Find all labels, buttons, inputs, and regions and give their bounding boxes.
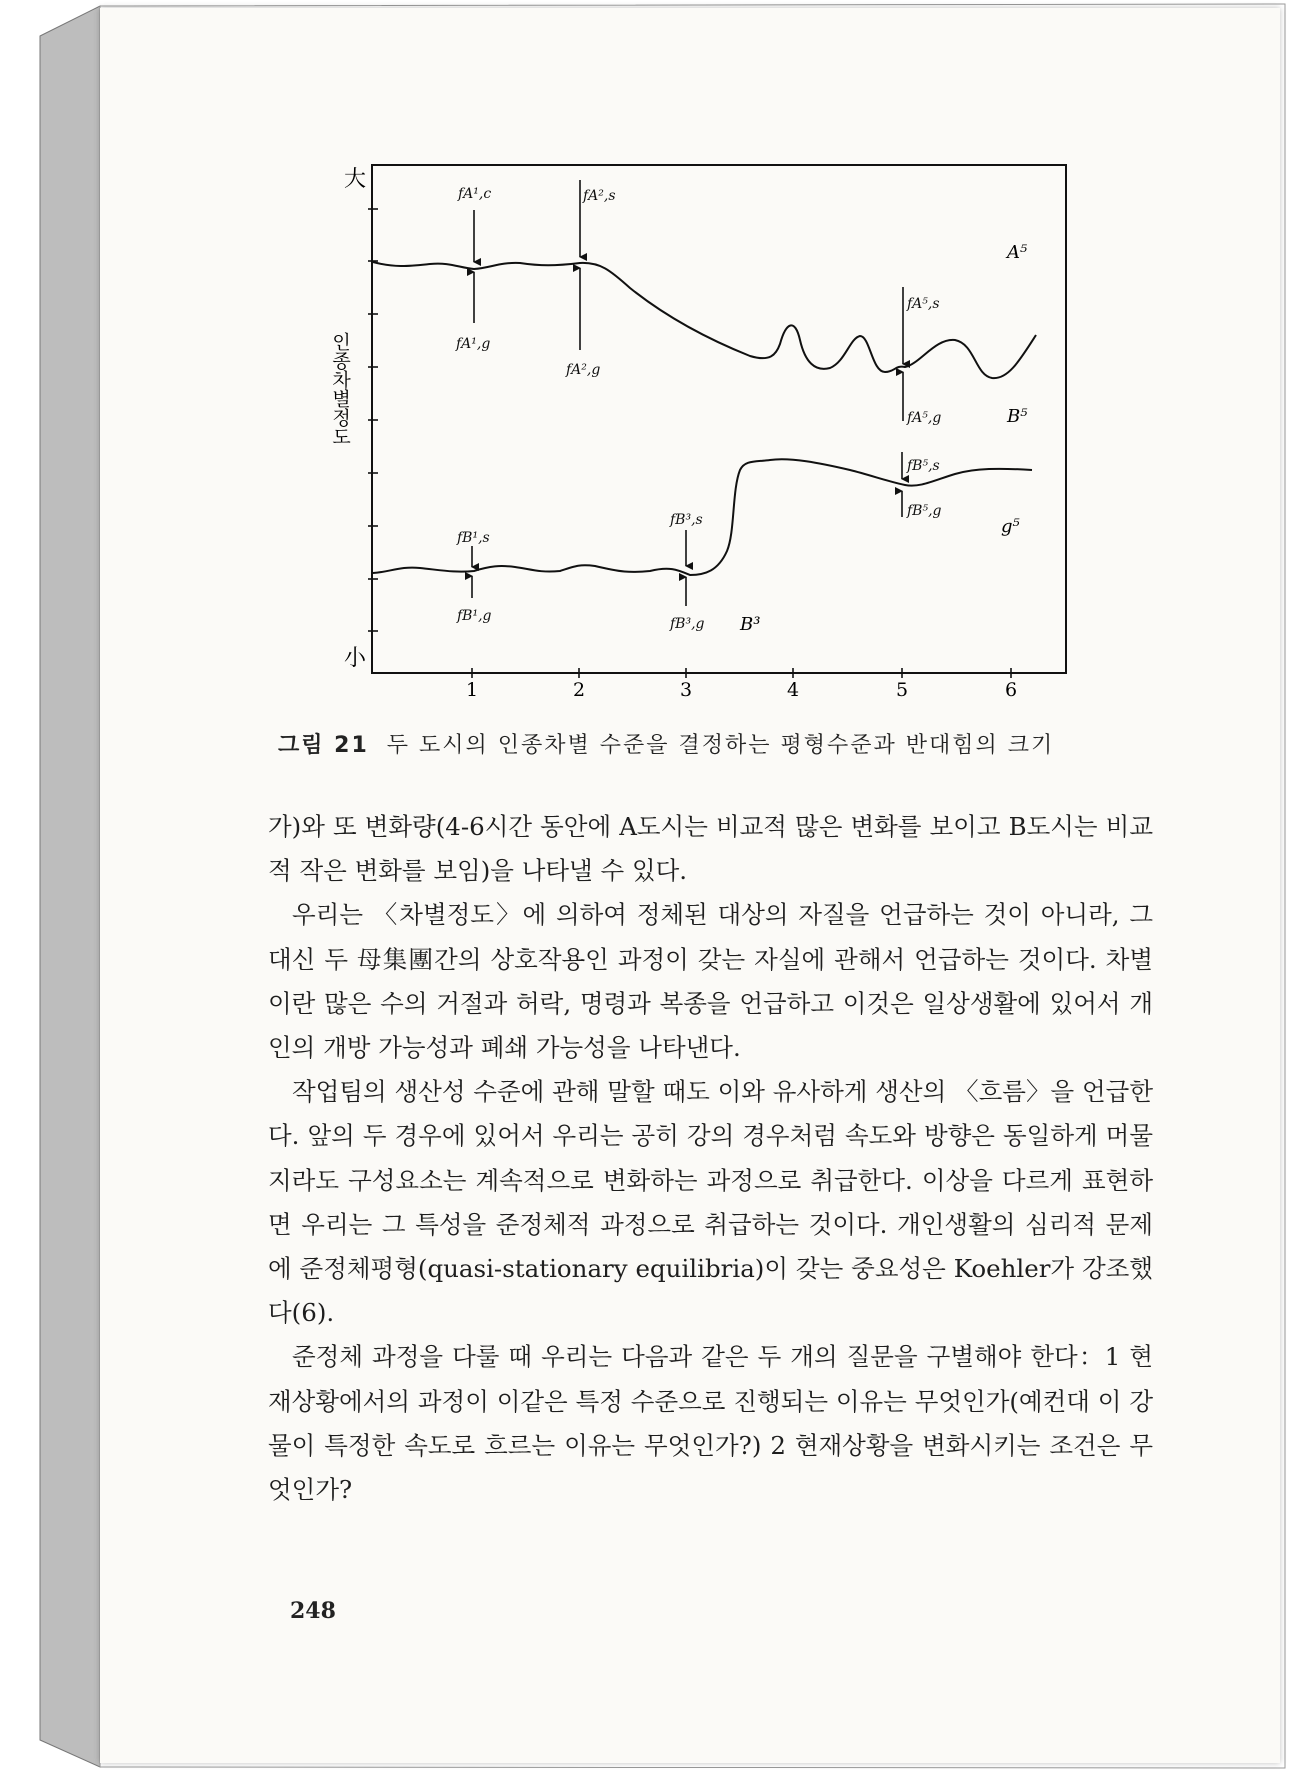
force-label-fb5s: fB⁵,s: [907, 458, 940, 474]
x-tick-label-2: 2: [572, 679, 586, 701]
page-number: 248: [290, 1598, 336, 1624]
body-text: [268, 805, 1153, 1512]
force-label-fa2s: fA²,s: [583, 188, 616, 204]
force-label-fa1g: fA¹,g: [456, 336, 491, 352]
x-tick-label-1: 1: [465, 679, 479, 701]
figure-caption: [278, 728, 1054, 759]
x-tick-label-4: 4: [786, 679, 800, 701]
force-label-fb1s: fB¹,s: [457, 530, 490, 546]
figure-caption-text: 두 도시의 인종차별 수준을 결정하는 평형수준과 반대힘의 크기: [386, 733, 1055, 758]
force-label-fa1c: fA¹,c: [458, 186, 492, 202]
force-label-fb1g: fB¹,g: [457, 608, 492, 624]
force-label-fa5g: fA⁵,g: [907, 410, 942, 426]
paragraph-3: 작업팀의 생산성 수준에 관해 말할 때도 이와 유사하게 생산의 〈흐름〉을 언급한다. 앞의 두 경우에 있어서 우리는 공히 강의 경우처럼 속도와 방향은 동일하게 머물지라도 구성요소는 계속적으로 변화하는 과정으로 취급한다. 이상을 다르게 표현하면 우리는 그 특성을 준정체적 과정으로 취급하는 것이다. 개인생활의 심리적 문제에 준정체평형(quasi-stationary equilibria)이 갖는 중요성은 Koehler가 강조했다(6).: [268, 1077, 1153, 1328]
paragraph-2: 우리는 〈차별정도〉에 의하여 정체된 대상의 자질을 언급하는 것이 아니라, 그 대신 두 母集團간의 상호작용인 과정이 갖는 자실에 관해서 언급하는 것이다. 차별이란 많은 수의 거절과 허락, 명령과 복종을 언급하고 이것은 일상생활에 있어서 개인의 개방 가능성과 폐쇄 가능성을 나타낸다.: [268, 900, 1153, 1063]
paragraph-1: 가)와 또 변화량(4-6시간 동안에 A도시는 비교적 많은 변화를 보이고 B도시는 비교적 작은 변화를 보임)을 나타낼 수 있다.: [268, 812, 1153, 886]
x-tick-label-6: 6: [1004, 679, 1018, 701]
series-line-a: [373, 262, 1036, 378]
curve-label-b3: B³: [740, 614, 761, 635]
curve-label-g5: g⁵: [1001, 516, 1020, 537]
curve-label-a5: A⁵: [1007, 242, 1028, 263]
x-tick-label-5: 5: [895, 679, 909, 701]
x-tick-label-3: 3: [679, 679, 693, 701]
paragraph-4: 준정체 과정을 다룰 때 우리는 다음과 같은 두 개의 질문을 구별해야 한다：1 현재상황에서의 과정이 이같은 특정 수준으로 진행되는 이유는 무엇인가(예컨대 이 강물이 특정한 속도로 흐르는 이유는 무엇인가?) 2 현재상황을 변화시키는 조건은 무엇인가?: [268, 1342, 1153, 1505]
force-label-fb5g: fB⁵,g: [907, 503, 942, 519]
force-label-fb3s: fB³,s: [670, 512, 703, 528]
curve-label-b5: B⁵: [1007, 406, 1028, 427]
figure-chart: [0, 0, 1292, 800]
force-label-fa2g: fA²,g: [566, 362, 601, 378]
y-bottom-label: 小: [344, 646, 367, 671]
chart-frame: [372, 165, 1066, 673]
force-label-fb3g: fB³,g: [670, 616, 705, 632]
force-label-fa5s: fA⁵,s: [907, 296, 940, 312]
force-arrows: [472, 180, 903, 606]
y-axis-title: 인종차별정도: [329, 332, 351, 446]
figure-caption-label: 그림 21: [278, 733, 369, 758]
y-top-label: 大: [344, 167, 367, 192]
